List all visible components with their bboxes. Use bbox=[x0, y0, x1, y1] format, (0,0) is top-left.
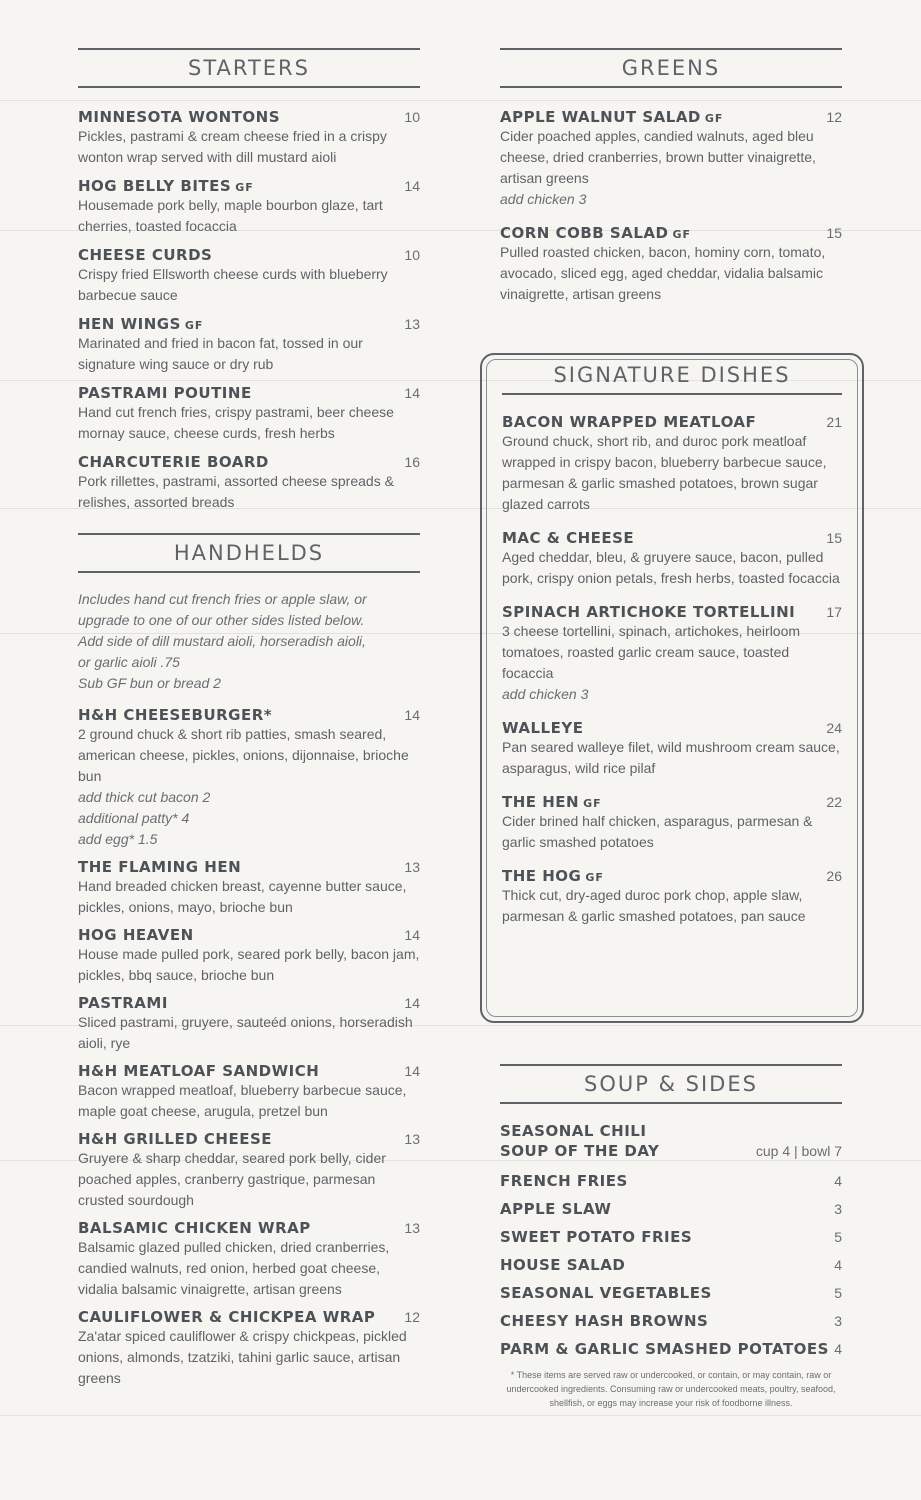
menu-item-name bbox=[78, 177, 254, 195]
side-item bbox=[500, 1172, 842, 1190]
menu-item-name bbox=[502, 413, 756, 431]
menu-item-name bbox=[78, 108, 280, 126]
menu-item bbox=[78, 926, 420, 986]
menu-item-addon: add thick cut bacon 2 bbox=[78, 789, 211, 805]
menu-item-name-text: MAC & CHEESE bbox=[502, 529, 635, 547]
menu-item-name bbox=[500, 108, 723, 126]
menu-item-row bbox=[78, 1308, 420, 1326]
side-item-price: 3 bbox=[834, 1313, 842, 1329]
side-item bbox=[500, 1228, 842, 1246]
intro-line: Add side of dill mustard aioli, horseradish aioli, bbox=[78, 633, 366, 649]
handhelds-list bbox=[78, 706, 420, 1389]
greens-list bbox=[500, 108, 842, 305]
starters-header bbox=[78, 48, 420, 88]
menu-item-price: 24 bbox=[826, 720, 842, 736]
menu-item-name bbox=[78, 1062, 319, 1080]
menu-item bbox=[502, 793, 842, 853]
menu-item-name-text: CHARCUTERIE BOARD bbox=[78, 453, 269, 471]
intro-line: Includes hand cut french fries or apple slaw, or bbox=[78, 591, 367, 607]
intro-line: or garlic aioli .75 bbox=[78, 654, 180, 670]
greens-header bbox=[500, 48, 842, 88]
gluten-free-badge: GF bbox=[672, 228, 692, 241]
side-item-name: FRENCH FRIES bbox=[500, 1172, 628, 1190]
menu-item-description: Bacon wrapped meatloaf, blueberry barbecue sauce, maple goat cheese, arugula, pretzel bun bbox=[78, 1082, 407, 1119]
wood-plank-line bbox=[0, 1415, 921, 1416]
menu-item bbox=[78, 858, 420, 918]
menu-item-name-text: WALLEYE bbox=[502, 719, 584, 737]
footnote: * These items are served raw or undercooked, or contain, or may contain, raw or undercooked ingredients. Consuming raw or undercooked meats, poultry, seafood, shellfish, or eggs may increase your risk of foodborne illness. bbox=[506, 1370, 836, 1408]
menu-item-description: 2 ground chuck & short rib patties, smash seared, american cheese, pickles, onions, dijonnaise, brioche bun bbox=[78, 726, 409, 784]
menu-item bbox=[78, 453, 420, 513]
starters-list bbox=[78, 108, 420, 513]
menu-item-price: 13 bbox=[404, 316, 420, 332]
menu-item bbox=[502, 413, 842, 515]
soup-sides-title: SOUP & SIDES bbox=[584, 1072, 758, 1096]
signature-dishes-box bbox=[480, 353, 864, 1023]
menu-item-row bbox=[78, 994, 420, 1012]
menu-item-name-text: THE HOG bbox=[502, 867, 582, 885]
menu-item-description: Gruyere & sharp cheddar, seared pork belly, cider poached apples, cranberry gastrique, parmesan crusted sourdough bbox=[78, 1150, 386, 1208]
menu-item-description: Balsamic glazed pulled chicken, dried cranberries, candied walnuts, red onion, herbed goat cheese, vidalia balsamic vinaigrette, artisan greens bbox=[78, 1239, 390, 1297]
menu-item-description: Crispy fried Ellsworth cheese curds with blueberry barbecue sauce bbox=[78, 266, 388, 303]
menu-item-price: 14 bbox=[404, 1063, 420, 1079]
side-item bbox=[500, 1312, 842, 1330]
soup-name-line2: SOUP OF THE DAY bbox=[500, 1142, 660, 1160]
menu-item-price: 13 bbox=[404, 859, 420, 875]
side-item-price: 5 bbox=[834, 1285, 842, 1301]
menu-item-price: 22 bbox=[826, 794, 842, 810]
greens-title: GREENS bbox=[621, 56, 721, 80]
side-item-price: 4 bbox=[834, 1173, 842, 1189]
side-item-price: 4 bbox=[834, 1257, 842, 1273]
menu-item-price: 13 bbox=[404, 1220, 420, 1236]
menu-item-row bbox=[500, 224, 842, 242]
gluten-free-badge: GF bbox=[235, 181, 254, 194]
menu-item bbox=[500, 224, 842, 305]
menu-item-row bbox=[78, 453, 420, 471]
menu-item-price: 15 bbox=[826, 530, 842, 546]
menu-item-price: 17 bbox=[826, 604, 842, 620]
menu-item-name-text: CAULIFLOWER & CHICKPEA WRAP bbox=[78, 1308, 376, 1326]
side-item-name: APPLE SLAW bbox=[500, 1200, 612, 1218]
menu-item bbox=[78, 384, 420, 444]
handhelds-intro bbox=[78, 589, 420, 694]
menu-item-name bbox=[78, 706, 272, 724]
side-item-price: 5 bbox=[834, 1229, 842, 1245]
menu-item-name-text: H&H CHEESEBURGER* bbox=[78, 706, 273, 724]
side-item bbox=[500, 1200, 842, 1218]
soup-sides-section bbox=[500, 1064, 842, 1410]
menu-item-name-text: HOG BELLY BITES bbox=[78, 177, 232, 195]
soup-price: cup 4 | bowl 7 bbox=[755, 1143, 842, 1159]
menu-item bbox=[78, 1308, 420, 1389]
menu-item-price: 26 bbox=[826, 868, 842, 884]
menu-item-name-text: H&H MEATLOAF SANDWICH bbox=[78, 1062, 320, 1080]
menu-item-description: Hand breaded chicken breast, cayenne butter sauce, pickles, onions, mayo, brioche bun bbox=[78, 878, 407, 915]
menu-item-name-text: BALSAMIC CHICKEN WRAP bbox=[78, 1219, 311, 1237]
soup-name-line1: SEASONAL CHILI bbox=[500, 1122, 647, 1140]
menu-item-price: 14 bbox=[404, 385, 420, 401]
menu-item-price: 16 bbox=[404, 454, 420, 470]
menu-item-addon: add chicken 3 bbox=[500, 191, 587, 207]
side-item bbox=[500, 1340, 842, 1358]
menu-item bbox=[78, 1130, 420, 1211]
menu-item-name bbox=[78, 315, 203, 333]
menu-item-name bbox=[78, 453, 269, 471]
menu-item-description: Cider brined half chicken, asparagus, parmesan & garlic smashed potatoes bbox=[502, 813, 813, 850]
menu-item-row bbox=[78, 1062, 420, 1080]
menu-item bbox=[78, 1062, 420, 1122]
gluten-free-badge: GF bbox=[583, 797, 602, 810]
side-item-price: 4 bbox=[834, 1341, 842, 1357]
menu-item-name bbox=[502, 793, 602, 811]
handhelds-header bbox=[78, 533, 420, 573]
menu-item-description: Aged cheddar, bleu, & gruyere sauce, bacon, pulled pork, crispy onion petals, fresh herbs, toasted focaccia bbox=[502, 549, 840, 586]
menu-item-name-text: SPINACH ARTICHOKE TORTELLINI bbox=[502, 603, 796, 621]
menu-item-addon: add chicken 3 bbox=[502, 686, 589, 702]
soup-item bbox=[500, 1122, 842, 1160]
menu-item-description: Thick cut, dry-aged duroc pork chop, apple slaw, parmesan & garlic smashed potatoes, pan sauce bbox=[502, 887, 806, 924]
menu-item-row bbox=[78, 858, 420, 876]
menu-item-row bbox=[78, 1130, 420, 1148]
menu-item-addon: add egg* 1.5 bbox=[78, 831, 158, 847]
menu-item-name bbox=[502, 867, 604, 885]
menu-item-row bbox=[78, 108, 420, 126]
side-item-name: SWEET POTATO FRIES bbox=[500, 1228, 693, 1246]
menu-item-name-text: HOG HEAVEN bbox=[78, 926, 194, 944]
menu-item-name bbox=[502, 529, 634, 547]
menu-item bbox=[78, 706, 420, 850]
menu-item-name-text: THE HEN bbox=[502, 793, 580, 811]
menu-item-row bbox=[502, 867, 842, 885]
menu-item-addon: additional patty* 4 bbox=[78, 810, 190, 826]
signature-title-rule bbox=[502, 393, 842, 395]
menu-item-price: 14 bbox=[404, 995, 420, 1011]
menu-item-name bbox=[502, 719, 583, 737]
menu-item-description: Pork rillettes, pastrami, assorted cheese spreads & relishes, assorted breads bbox=[78, 473, 394, 510]
menu-item-row bbox=[502, 529, 842, 547]
menu-item-name bbox=[78, 994, 168, 1012]
left-column bbox=[78, 48, 420, 1397]
menu-item-name bbox=[78, 1308, 375, 1326]
menu-item-description: Pan seared walleye filet, wild mushroom cream sauce, asparagus, wild rice pilaf bbox=[502, 739, 840, 776]
side-item-name: PARM & GARLIC SMASHED POTATOES bbox=[500, 1340, 829, 1358]
menu-item bbox=[78, 994, 420, 1054]
menu-item bbox=[78, 177, 420, 237]
gluten-free-badge: GF bbox=[704, 112, 724, 125]
menu-item-name bbox=[78, 858, 241, 876]
gluten-free-badge: GF bbox=[184, 319, 204, 332]
menu-item bbox=[502, 603, 842, 705]
handhelds-title: HANDHELDS bbox=[173, 541, 325, 565]
menu-item-row bbox=[78, 246, 420, 264]
menu-item-name-text: MINNESOTA WONTONS bbox=[78, 108, 281, 126]
menu-item-name-text: CHEESE CURDS bbox=[78, 246, 213, 264]
menu-item-row bbox=[78, 177, 420, 195]
menu-item-name bbox=[78, 1219, 311, 1237]
menu-item-description: Pickles, pastrami & cream cheese fried in a crispy wonton wrap served with dill mustard aioli bbox=[78, 128, 387, 165]
menu-item-name-text: H&H GRILLED CHEESE bbox=[78, 1130, 272, 1148]
side-item bbox=[500, 1284, 842, 1302]
menu-item-price: 14 bbox=[404, 707, 420, 723]
right-column bbox=[500, 48, 842, 319]
menu-item-description: Sliced pastrami, gruyere, sauteéd onions, horseradish aioli, rye bbox=[78, 1014, 413, 1051]
intro-line: upgrade to one of our other sides listed below. bbox=[78, 612, 365, 628]
menu-item-price: 12 bbox=[826, 109, 842, 125]
side-item bbox=[500, 1256, 842, 1274]
menu-item-name-text: APPLE WALNUT SALAD bbox=[500, 108, 701, 126]
menu-item-price: 15 bbox=[826, 225, 842, 241]
menu-item-price: 10 bbox=[404, 109, 420, 125]
signature-title: SIGNATURE DISHES bbox=[553, 363, 791, 387]
menu-item bbox=[502, 719, 842, 779]
menu-item-name bbox=[500, 224, 691, 242]
menu-item-row bbox=[502, 603, 842, 621]
soup-sides-header bbox=[500, 1064, 842, 1104]
menu-item-description: Cider poached apples, candied walnuts, aged bleu cheese, dried cranberries, brown butter vinaigrette, artisan greens bbox=[500, 128, 816, 186]
menu-item bbox=[502, 867, 842, 927]
menu-item-description: Housemade pork belly, maple bourbon glaze, tart cherries, toasted focaccia bbox=[78, 197, 383, 234]
intro-line: Sub GF bun or bread 2 bbox=[78, 675, 221, 691]
menu-item-price: 10 bbox=[404, 247, 420, 263]
menu-item-description: Pulled roasted chicken, bacon, hominy corn, tomato, avocado, sliced egg, aged cheddar, vidalia balsamic vinaigrette, artisan greens bbox=[500, 244, 826, 302]
menu-item-name bbox=[78, 384, 252, 402]
menu-item-price: 14 bbox=[404, 178, 420, 194]
menu-item-row bbox=[502, 793, 842, 811]
menu-item-row bbox=[78, 926, 420, 944]
side-item-name: CHEESY HASH BROWNS bbox=[500, 1312, 709, 1330]
menu-item-price: 14 bbox=[404, 927, 420, 943]
menu-item-row bbox=[500, 108, 842, 126]
starters-title: STARTERS bbox=[188, 56, 310, 80]
menu-item-price: 12 bbox=[404, 1309, 420, 1325]
menu-item-name-text: BACON WRAPPED MEATLOAF bbox=[502, 413, 757, 431]
menu-item bbox=[78, 1219, 420, 1300]
menu-item-name-text: PASTRAMI POUTINE bbox=[78, 384, 252, 402]
menu-item-name bbox=[78, 246, 212, 264]
menu-item-description: House made pulled pork, seared pork belly, bacon jam, pickles, bbq sauce, brioche bun bbox=[78, 946, 420, 983]
menu-item-row bbox=[78, 315, 420, 333]
menu-item-description: Hand cut french fries, crispy pastrami, beer cheese mornay sauce, cheese curds, fresh herbs bbox=[78, 404, 394, 441]
menu-item-name bbox=[78, 1130, 272, 1148]
gluten-free-badge: GF bbox=[585, 871, 604, 884]
signature-list bbox=[502, 413, 842, 927]
menu-item-row bbox=[78, 1219, 420, 1237]
menu-item bbox=[78, 315, 420, 375]
menu-item-row bbox=[502, 719, 842, 737]
menu-item-row bbox=[502, 413, 842, 431]
side-item-price: 3 bbox=[834, 1201, 842, 1217]
menu-item-row bbox=[78, 384, 420, 402]
menu-item bbox=[500, 108, 842, 210]
menu-item-description: Marinated and fried in bacon fat, tossed in our signature wing sauce or dry rub bbox=[78, 335, 363, 372]
side-item-name: SEASONAL VEGETABLES bbox=[500, 1284, 712, 1302]
menu-item-name-text: HEN WINGS bbox=[78, 315, 181, 333]
menu-item-description: Za'atar spiced cauliflower & crispy chickpeas, pickled onions, almonds, tzatziki, tahini garlic sauce, artisan greens bbox=[78, 1328, 407, 1386]
sides-list bbox=[500, 1172, 842, 1358]
menu-item-name-text: PASTRAMI bbox=[78, 994, 168, 1012]
menu-item-row bbox=[78, 706, 420, 724]
menu-item-description: Ground chuck, short rib, and duroc pork meatloaf wrapped in crispy bacon, blueberry barbecue sauce, parmesan & garlic smashed potatoes, brown sugar glazed carrots bbox=[502, 433, 827, 512]
menu-item-description: 3 cheese tortellini, spinach, artichokes, heirloom tomatoes, roasted garlic cream sauce, toasted focaccia bbox=[502, 623, 801, 681]
menu-item bbox=[502, 529, 842, 589]
menu-item-price: 21 bbox=[826, 414, 842, 430]
side-item-name: HOUSE SALAD bbox=[500, 1256, 626, 1274]
menu-item-name bbox=[78, 926, 194, 944]
menu-item bbox=[78, 108, 420, 168]
menu-item-name-text: CORN COBB SALAD bbox=[500, 224, 669, 242]
menu-item-name bbox=[502, 603, 795, 621]
menu-item bbox=[78, 246, 420, 306]
menu-item-price: 13 bbox=[404, 1131, 420, 1147]
menu-item-name-text: THE FLAMING HEN bbox=[78, 858, 242, 876]
